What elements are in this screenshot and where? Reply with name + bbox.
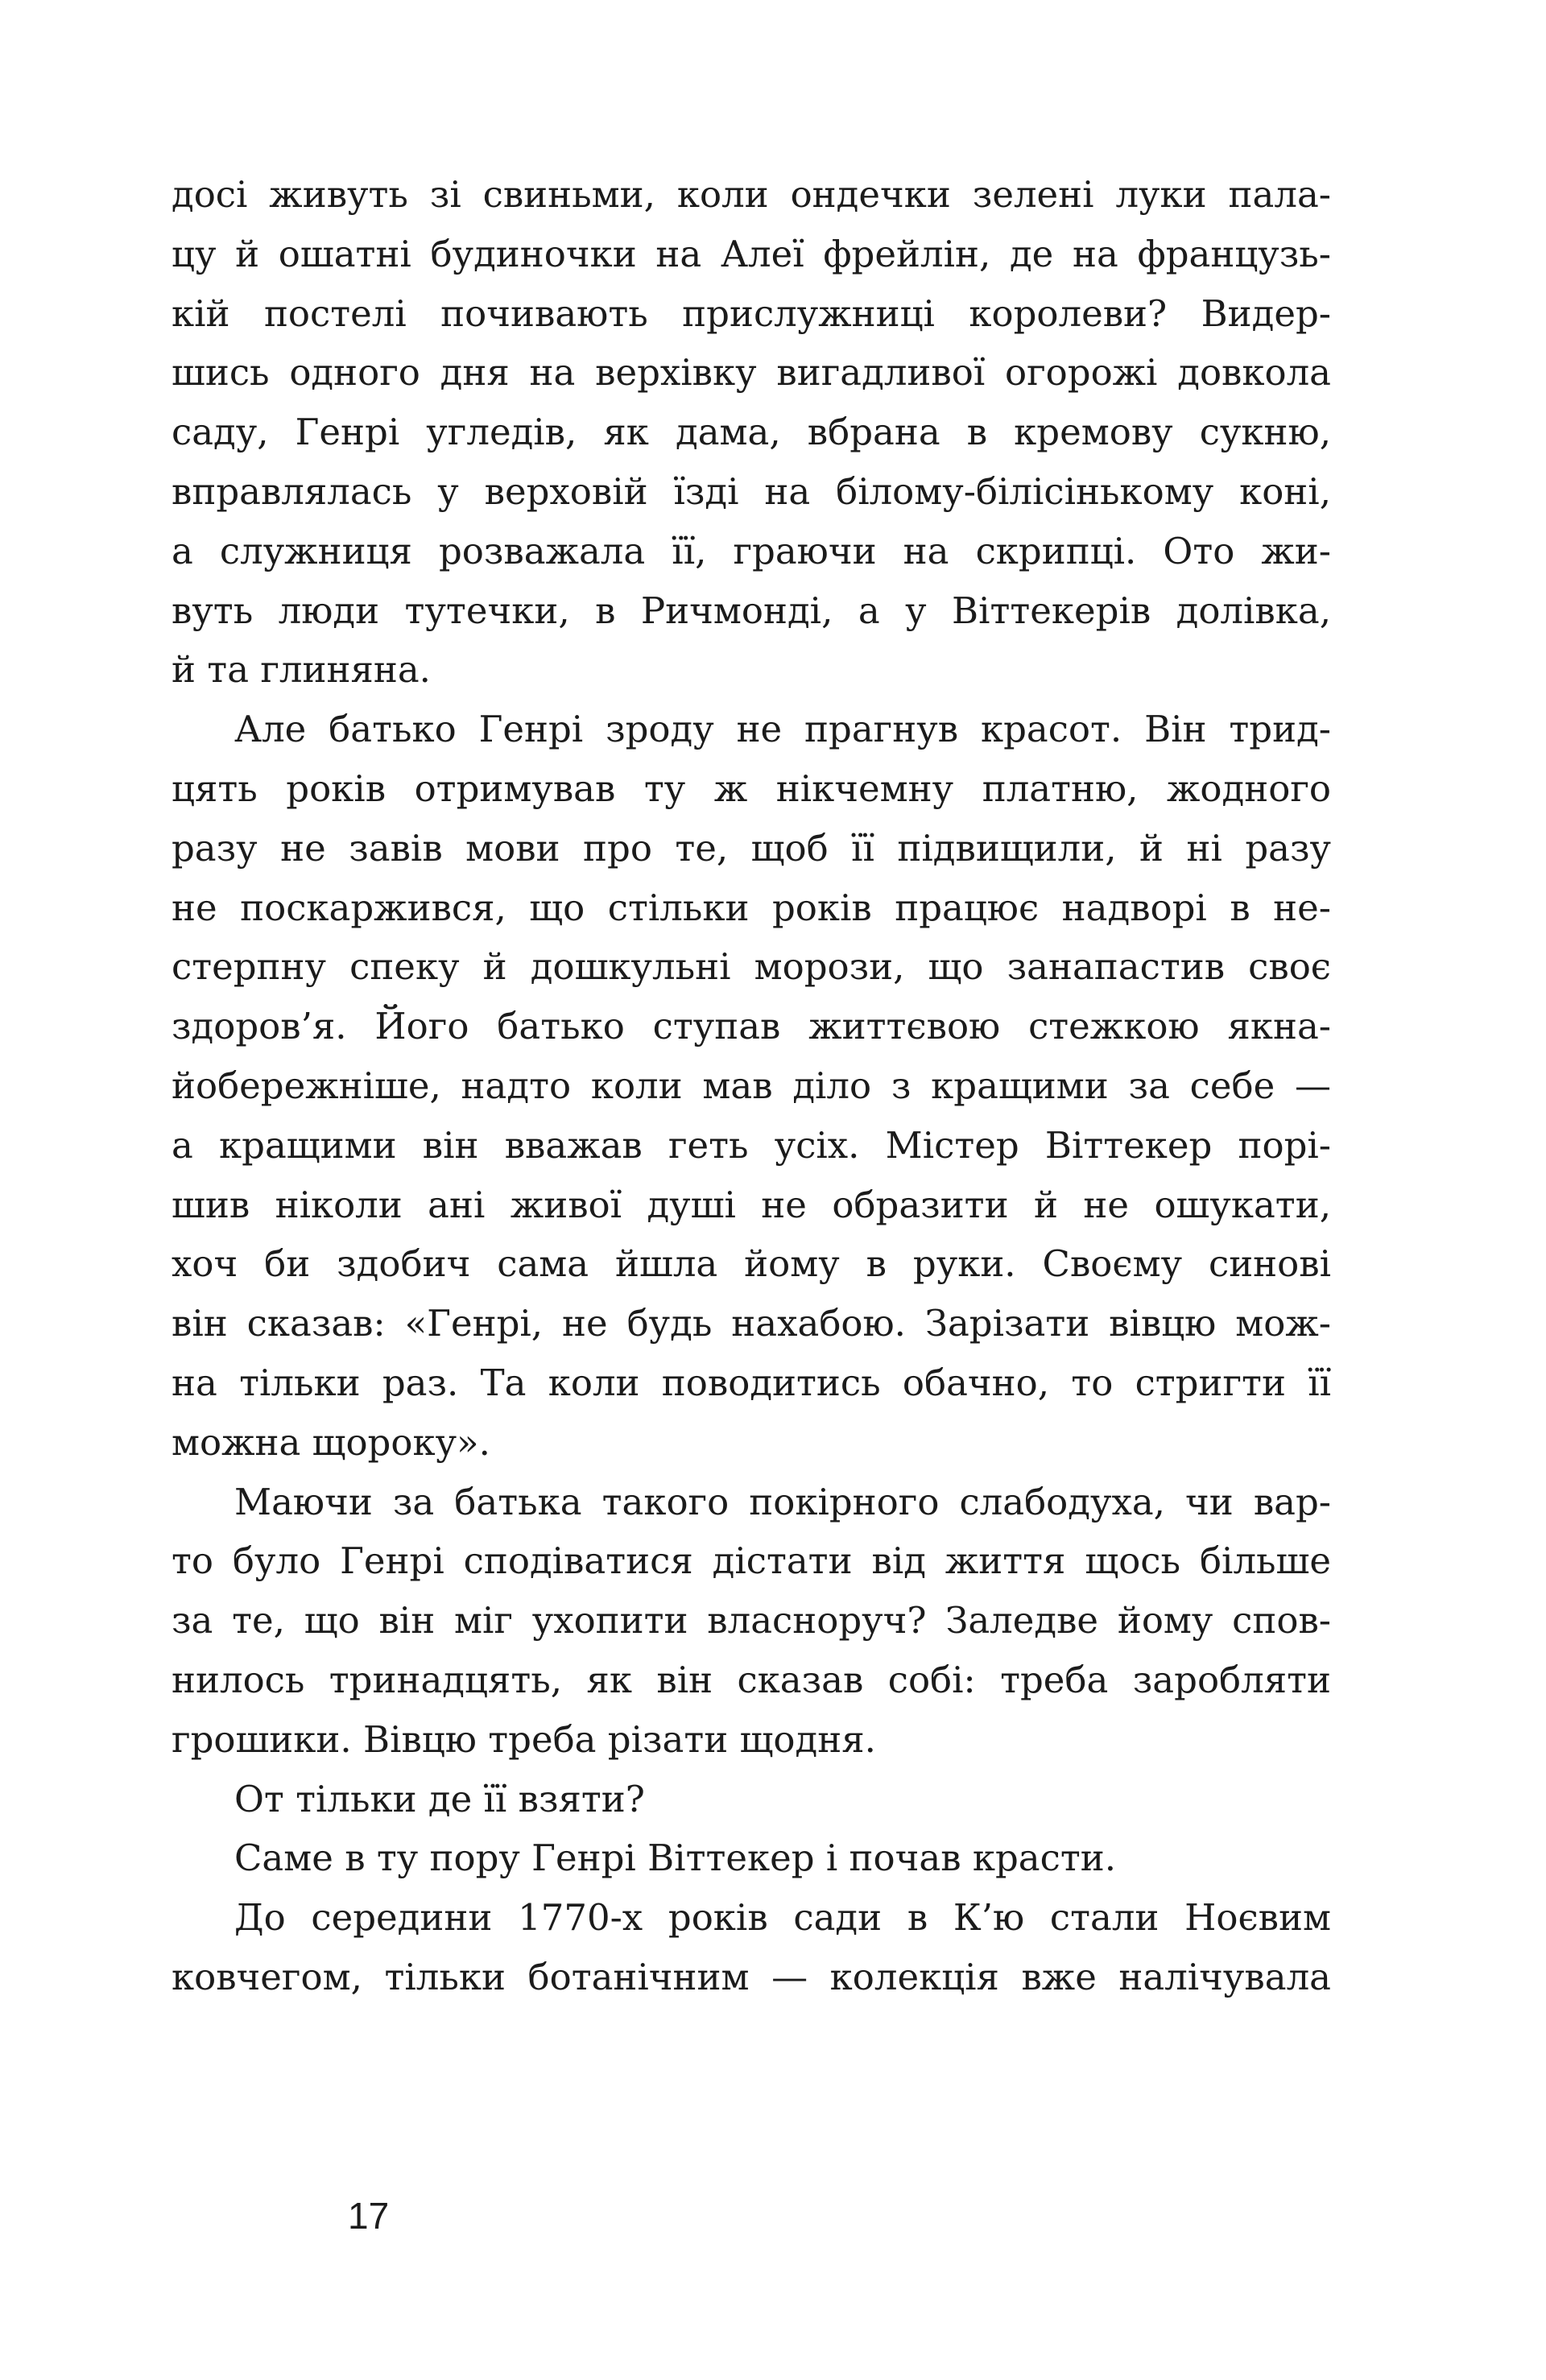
text-line: то було Генрі сподіватися дістати від життя щось більше [172,1539,1331,1583]
text-line: а служниця розважала її, граючи на скрипці. Ото жи- [172,529,1331,572]
paragraph [172,1888,1331,2007]
paragraph [172,1473,1331,1770]
text-line: не поскаржився, що стільки років працює надворі в не- [172,886,1331,929]
text-line: здоров’я. Його батько ступав життєвою стежкою якна- [172,1005,1331,1048]
text-line: Саме в ту пору Генрі Віттекер і почав красти. [234,1837,1117,1880]
text-line: цять років отримував ту ж нікчемну платню, жодного [172,766,1331,810]
text-line: шись одного дня на верхівку вигадливої огорожі довкола [172,351,1331,395]
text-line: Маючи за батька такого покірного слабодуха, чи вар- [234,1480,1331,1523]
text-line: цу й ошатні будиночки на Алеї фрейлін, де на французь- [172,232,1331,275]
page-number: 17 [348,2195,390,2237]
text-line: й та глиняна. [172,648,431,692]
text-line: стерпну спеку й дошкульні морози, що занапастив своє [172,945,1331,989]
text-line: досі живуть зі свиньми, коли ондечки зелені луки пала- [172,173,1331,216]
text-line: а кращими він вважав геть усіх. Містер Віттекер порі- [172,1123,1331,1167]
text-line: грошики. Вівцю треба різати щодня. [172,1717,876,1761]
text-line: хоч би здобич сама йшла йому в руки. Своєму синові [172,1242,1331,1286]
text-line: йобережніше, надто коли мав діло з кращими за себе — [172,1064,1331,1107]
text-line: Але батько Генрі зроду не прагнув красот. Він трид- [234,708,1331,751]
paragraph [172,1770,1331,1829]
text-line: нилось тринадцять, як він сказав собі: треба заробляти [172,1658,1331,1701]
text-line: вправлялась у верховій їзді на білому-білісінькому коні, [172,469,1331,513]
text-line: за те, що він міг ухопити власноруч? Заледве йому спов- [172,1599,1331,1642]
text-line: він сказав: «Генрі, не будь нахабою. Зарізати вівцю мож- [172,1302,1331,1345]
text-line: ковчегом, тільки ботанічним — колекція вже налічувала [172,1955,1331,1998]
text-line: на тільки раз. Та коли поводитись обачно, то стригти її [172,1361,1331,1404]
text-line: разу не завів мови про те, щоб її підвищили, й ні разу [172,826,1331,870]
text-line: можна щороку». [172,1420,490,1464]
text-line: шив ніколи ані живої душі не образити й не ошукати, [172,1183,1331,1226]
paragraph [172,165,1331,700]
text-line: От тільки де її взяти? [234,1777,645,1820]
text-line: вуть люди тутечки, в Ричмонді, а у Віттекерів долівка, [172,589,1331,632]
text-line: кій постелі почивають прислужниці королеви? Видер- [172,291,1331,335]
paragraph [172,1828,1331,1888]
text-line: До середини 1770-х років сади в К’ю стали Ноєвим [234,1896,1331,1940]
body-text [172,165,1331,2007]
text-line: саду, Генрі угледів, як дама, вбрана в кремову сукню, [172,411,1331,454]
paragraph [172,700,1331,1472]
